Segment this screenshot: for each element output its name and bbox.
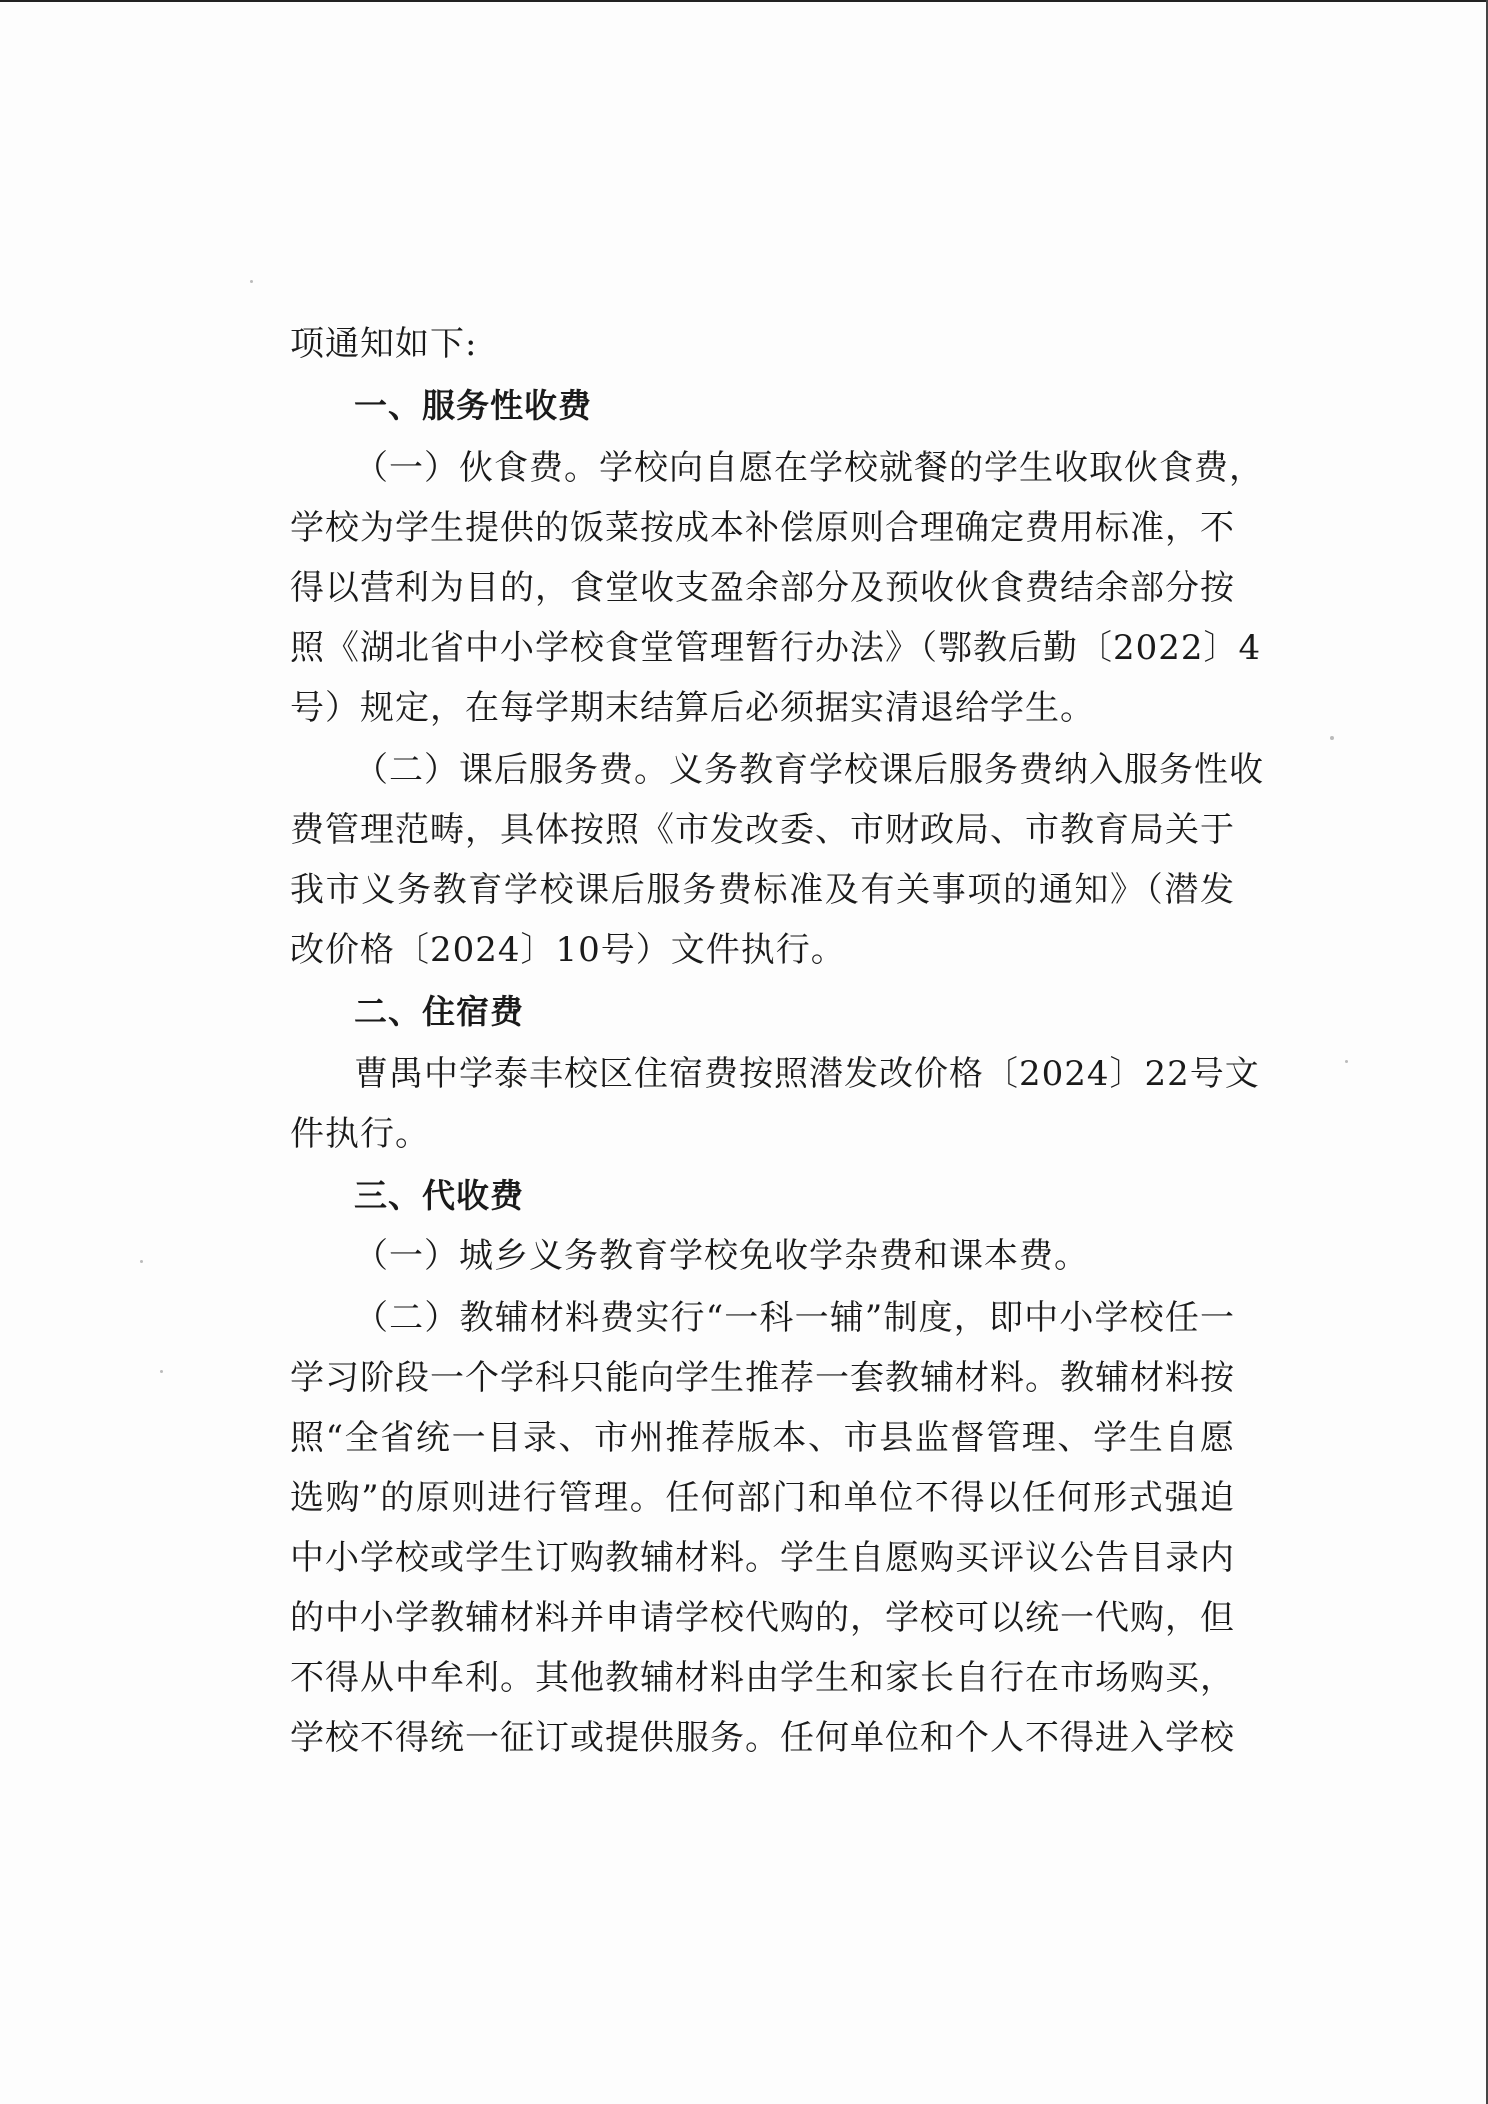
scan-speck [250, 280, 253, 283]
scan-speck [1345, 1060, 1348, 1063]
section-3-heading: 三、代收费 [354, 1176, 524, 1215]
scan-speck [160, 1370, 163, 1373]
paragraph-line: 中小学校或学生订购教辅材料。学生自愿购买评议公告目录内 [290, 1538, 1235, 1578]
paragraph-line: 曹禺中学泰丰校区住宿费按照潜发改价格〔2024〕22号文 [354, 1054, 1260, 1094]
paragraph-line: 件执行。 [290, 1114, 430, 1154]
section-1-heading: 一、服务性收费 [354, 386, 592, 425]
intro-line: 项通知如下: [290, 324, 478, 364]
paragraph-line: 改价格〔2024〕10号）文件执行。 [290, 930, 846, 970]
scan-edge-top [0, 0, 1488, 2]
scan-speck [1330, 736, 1334, 740]
paragraph-line: 的中小学教辅材料并申请学校代购的，学校可以统一代购，但 [290, 1598, 1235, 1638]
section-2-heading: 二、住宿费 [354, 992, 524, 1031]
paragraph-line: 选购”的原则进行管理。任何部门和单位不得以任何形式强迫 [290, 1478, 1235, 1518]
paragraph-line: 号）规定，在每学期末结算后必须据实清退给学生。 [290, 688, 1095, 728]
paragraph-line: 费管理范畴，具体按照《市发改委、市财政局、市教育局关于 [290, 810, 1235, 850]
paragraph-line: 照《湖北省中小学校食堂管理暂行办法》（鄂教后勤〔2022〕4 [290, 628, 1262, 668]
paragraph-line: 得以营利为目的，食堂收支盈余部分及预收伙食费结余部分按 [290, 568, 1235, 608]
paragraph-line: 学校为学生提供的饭菜按成本补偿原则合理确定费用标准，不 [290, 508, 1235, 548]
paragraph-line: （二）教辅材料费实行“一科一辅”制度，即中小学校任一 [354, 1298, 1235, 1338]
scan-speck [140, 1260, 143, 1263]
paragraph-line: （一）伙食费。学校向自愿在学校就餐的学生收取伙食费， [354, 448, 1264, 488]
paragraph-line: 学校不得统一征订或提供服务。任何单位和个人不得进入学校 [290, 1718, 1235, 1758]
paragraph-line: （一）城乡义务教育学校免收学杂费和课本费。 [354, 1236, 1089, 1276]
paragraph-line: （二）课后服务费。义务教育学校课后服务费纳入服务性收 [354, 750, 1264, 790]
paragraph-line: 我市义务教育学校课后服务费标准及有关事项的通知》（潜发 [290, 870, 1235, 910]
paragraph-line: 学习阶段一个学科只能向学生推荐一套教辅材料。教辅材料按 [290, 1358, 1235, 1398]
paragraph-line: 不得从中牟利。其他教辅材料由学生和家长自行在市场购买， [290, 1658, 1235, 1698]
paragraph-line: 照“全省统一目录、市州推荐版本、市县监督管理、学生自愿 [290, 1418, 1235, 1458]
